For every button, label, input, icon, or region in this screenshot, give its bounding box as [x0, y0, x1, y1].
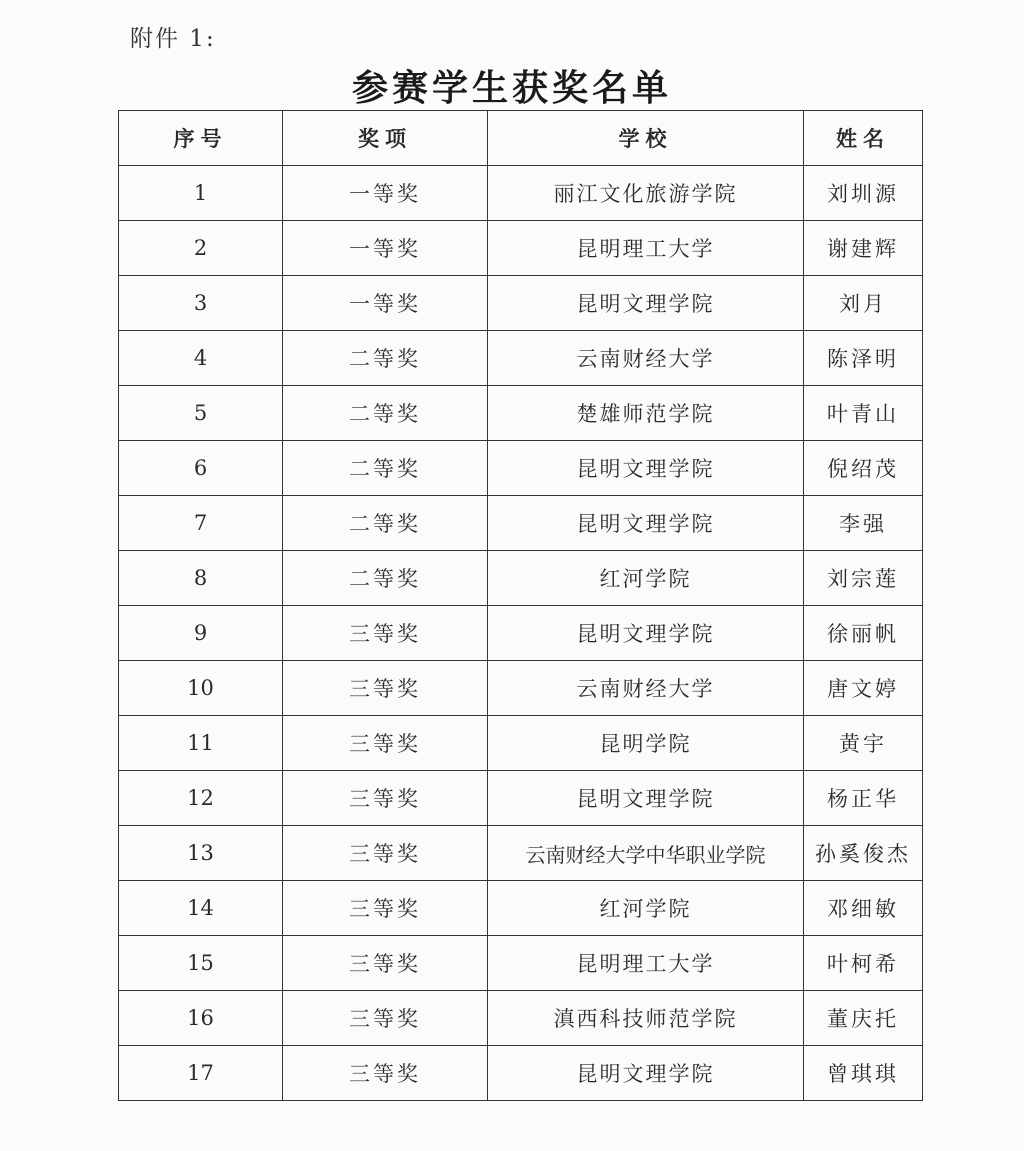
- cell-index: 6: [119, 441, 283, 496]
- cell-index: 9: [119, 606, 283, 661]
- cell-name: 孙奚俊杰: [804, 826, 923, 881]
- cell-index: 2: [119, 221, 283, 276]
- cell-award: 三等奖: [283, 1046, 488, 1101]
- header-school: 学校: [488, 111, 804, 166]
- cell-school: 昆明文理学院: [488, 276, 804, 331]
- cell-award: 二等奖: [283, 386, 488, 441]
- cell-index: 12: [119, 771, 283, 826]
- table-row: [119, 441, 923, 496]
- cell-name: 杨正华: [804, 771, 923, 826]
- table-row: [119, 936, 923, 991]
- cell-award: 三等奖: [283, 881, 488, 936]
- cell-school: 昆明文理学院: [488, 1046, 804, 1101]
- cell-name: 李强: [804, 496, 923, 551]
- cell-school: 云南财经大学: [488, 661, 804, 716]
- cell-index: 3: [119, 276, 283, 331]
- cell-index: 4: [119, 331, 283, 386]
- cell-name: 叶柯希: [804, 936, 923, 991]
- cell-school: 昆明文理学院: [488, 771, 804, 826]
- cell-school: 楚雄师范学院: [488, 386, 804, 441]
- table-row: [119, 1046, 923, 1101]
- cell-school: 云南财经大学: [488, 331, 804, 386]
- cell-index: 13: [119, 826, 283, 881]
- cell-name: 刘圳源: [804, 166, 923, 221]
- cell-name: 刘月: [804, 276, 923, 331]
- attachment-label: 附件 1:: [130, 26, 216, 52]
- cell-name: 叶青山: [804, 386, 923, 441]
- cell-name: 曾琪琪: [804, 1046, 923, 1101]
- table-row: [119, 221, 923, 276]
- cell-name: 倪绍茂: [804, 441, 923, 496]
- table-row: [119, 166, 923, 221]
- table-row: [119, 771, 923, 826]
- header-award: 奖项: [283, 111, 488, 166]
- cell-index: 7: [119, 496, 283, 551]
- table-row: [119, 331, 923, 386]
- cell-school: 昆明学院: [488, 716, 804, 771]
- table-row: [119, 881, 923, 936]
- table-row: [119, 276, 923, 331]
- cell-name: 谢建辉: [804, 221, 923, 276]
- table-row: [119, 991, 923, 1046]
- cell-school: 昆明理工大学: [488, 221, 804, 276]
- cell-name: 黄宇: [804, 716, 923, 771]
- award-list-table: [118, 110, 923, 1101]
- cell-school: 昆明理工大学: [488, 936, 804, 991]
- header-name: 姓名: [804, 111, 923, 166]
- cell-award: 一等奖: [283, 276, 488, 331]
- cell-school: 云南财经大学中华职业学院: [488, 826, 804, 881]
- cell-school: 昆明文理学院: [488, 496, 804, 551]
- cell-award: 三等奖: [283, 661, 488, 716]
- cell-award: 二等奖: [283, 551, 488, 606]
- cell-index: 15: [119, 936, 283, 991]
- header-index: 序号: [119, 111, 283, 166]
- document-title: 参赛学生获奖名单: [351, 68, 672, 109]
- cell-name: 刘宗莲: [804, 551, 923, 606]
- cell-index: 10: [119, 661, 283, 716]
- cell-name: 邓细敏: [804, 881, 923, 936]
- table-header-row: [119, 111, 923, 166]
- table-row: [119, 496, 923, 551]
- cell-award: 一等奖: [283, 166, 488, 221]
- table-row: [119, 551, 923, 606]
- table-row: [119, 826, 923, 881]
- cell-index: 1: [119, 166, 283, 221]
- cell-award: 三等奖: [283, 826, 488, 881]
- table-row: [119, 661, 923, 716]
- table-row: [119, 716, 923, 771]
- cell-name: 徐丽帆: [804, 606, 923, 661]
- cell-school: 昆明文理学院: [488, 606, 804, 661]
- cell-award: 二等奖: [283, 496, 488, 551]
- cell-award: 三等奖: [283, 936, 488, 991]
- cell-school: 红河学院: [488, 881, 804, 936]
- cell-award: 二等奖: [283, 441, 488, 496]
- cell-school: 滇西科技师范学院: [488, 991, 804, 1046]
- cell-index: 14: [119, 881, 283, 936]
- cell-index: 16: [119, 991, 283, 1046]
- cell-award: 一等奖: [283, 221, 488, 276]
- cell-name: 唐文婷: [804, 661, 923, 716]
- table-row: [119, 606, 923, 661]
- cell-award: 三等奖: [283, 771, 488, 826]
- cell-award: 三等奖: [283, 716, 488, 771]
- cell-award: 二等奖: [283, 331, 488, 386]
- cell-index: 5: [119, 386, 283, 441]
- cell-name: 陈泽明: [804, 331, 923, 386]
- cell-index: 8: [119, 551, 283, 606]
- cell-index: 17: [119, 1046, 283, 1101]
- cell-school: 丽江文化旅游学院: [488, 166, 804, 221]
- cell-name: 董庆托: [804, 991, 923, 1046]
- cell-school: 红河学院: [488, 551, 804, 606]
- cell-school: 昆明文理学院: [488, 441, 804, 496]
- cell-award: 三等奖: [283, 991, 488, 1046]
- table-row: [119, 386, 923, 441]
- cell-index: 11: [119, 716, 283, 771]
- cell-award: 三等奖: [283, 606, 488, 661]
